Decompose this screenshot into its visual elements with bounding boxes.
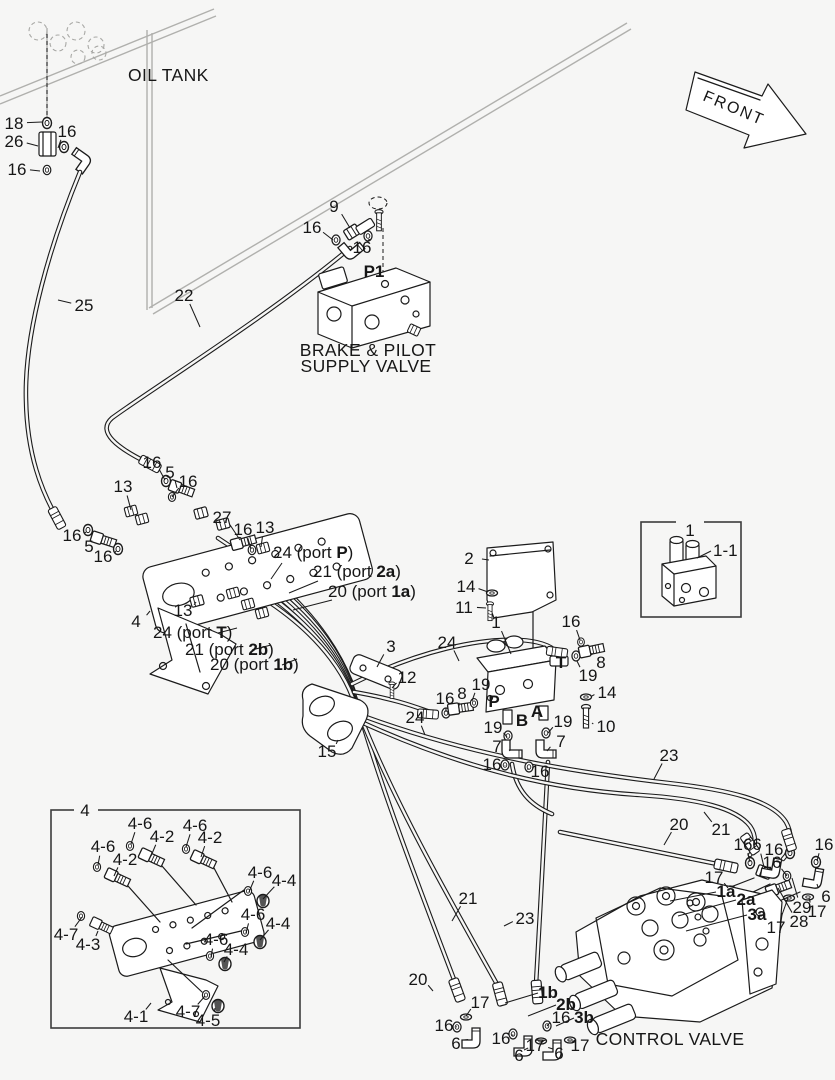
callout-7-b: 7 <box>556 732 566 751</box>
front-arrow-label: FRONT <box>700 88 768 130</box>
callout-22-leader <box>190 304 200 327</box>
port-p: P <box>488 692 500 711</box>
port-b: B <box>515 711 529 730</box>
callout-19-d: 19 <box>553 712 573 731</box>
port-label-24p: 24 (port P) <box>273 543 354 562</box>
port-label-21-2a: 21 (port 2a) <box>313 562 401 581</box>
callout-15: 15 <box>317 742 337 761</box>
callout-5-a: 5 <box>165 463 175 482</box>
callout-4-4-a: 4-4 <box>271 871 297 890</box>
callout-13-c: 13 <box>173 601 193 620</box>
callout-23-r-leader <box>654 763 662 779</box>
callout-16-b1: 16 <box>482 755 502 774</box>
callout-16-bp-a: 16 <box>302 218 322 237</box>
callout-24-a-leader <box>454 650 459 661</box>
callout-4-6-a-leader <box>131 832 135 844</box>
callout-20-r: 20 <box>669 815 689 834</box>
callout-16-t-leader <box>577 630 580 640</box>
callout-16-tank-b: 16 <box>7 160 27 179</box>
callout-18: 18 <box>4 114 24 133</box>
callout-9-leader <box>342 214 350 228</box>
callout-4-7-a: 4-7 <box>53 925 79 944</box>
callout-17-d3: 17 <box>570 1036 590 1055</box>
callout-16-cl-d: 16 <box>93 547 113 566</box>
control-valve-title: CONTROL VALVE <box>595 1029 745 1049</box>
port-label-21-2b: 21 (port 2b) <box>185 640 274 659</box>
callout-6-r2: 6 <box>821 887 831 906</box>
callout-4-6-d: 4-6 <box>247 863 273 882</box>
port-3b: 3b <box>574 1008 594 1027</box>
callout-6-d3: 6 <box>554 1044 564 1063</box>
callout-16-t: 16 <box>561 612 581 631</box>
callout-4-2-b: 4-2 <box>197 828 223 847</box>
callout-14-b-leader <box>592 695 594 696</box>
oil-tank-title: OIL TANK <box>128 65 209 85</box>
callout-4-2-a: 4-2 <box>149 827 175 846</box>
callout-12: 12 <box>397 668 417 687</box>
callout-4-6-e: 4-6 <box>240 905 266 924</box>
callout-4-3: 4-3 <box>75 935 101 954</box>
callout-6-d2: 6 <box>514 1046 524 1065</box>
port-t: T <box>555 653 567 672</box>
callout-17-r1: 17 <box>704 868 724 887</box>
callout-16-tank-a: 16 <box>57 122 77 141</box>
callout-28: 28 <box>789 912 809 931</box>
callout-1-1: 1-1 <box>713 541 738 560</box>
port-1b: 1b <box>538 983 558 1002</box>
callout-4-6-c: 4-6 <box>90 837 116 856</box>
callout-14-b: 14 <box>597 683 617 702</box>
callout-8-a: 8 <box>596 653 606 672</box>
callout-3: 3 <box>386 637 396 656</box>
callout-4: 4 <box>131 612 141 631</box>
callout-17-r3: 17 <box>807 902 827 921</box>
callout-4-4-b: 4-4 <box>265 914 291 933</box>
callout-11: 11 <box>455 598 473 617</box>
port-p1: P1 <box>363 262 385 281</box>
port-2a: 2a <box>736 890 756 909</box>
callout-6-d1: 6 <box>451 1034 461 1053</box>
callout-23-d-leader <box>504 922 513 926</box>
callout-4-2-c: 4-2 <box>112 850 138 869</box>
callout-16-d2: 16 <box>491 1029 511 1048</box>
callout-21-r: 21 <box>711 820 731 839</box>
callout-27: 27 <box>212 508 232 527</box>
callout-20-d: 20 <box>408 970 428 989</box>
port-a: A <box>530 702 544 721</box>
callout-22: 22 <box>174 286 194 305</box>
callout-16-r4: 16 <box>762 853 782 872</box>
brake-pilot-valve-title-line1: BRAKE & PILOT <box>299 340 437 360</box>
callout-16-b2: 16 <box>530 762 550 781</box>
tank-cap-icon <box>67 22 85 40</box>
callout-4-6-f: 4-6 <box>203 930 229 949</box>
callout-23-d: 23 <box>515 909 535 928</box>
callout-24-b: 24 <box>405 708 425 727</box>
callout-13-a: 13 <box>113 477 133 496</box>
callout-26: 26 <box>4 132 24 151</box>
callout-16-cl-d-leader <box>115 551 116 552</box>
callout-10: 10 <box>596 717 616 736</box>
callout-9: 9 <box>329 197 339 216</box>
callout-13-b: 13 <box>255 518 275 537</box>
callout-4-box: 4 <box>80 801 90 820</box>
callout-10-leader <box>592 723 593 724</box>
callout-4-7-b: 4-7 <box>175 1002 201 1021</box>
callout-1-box: 1 <box>685 521 695 540</box>
callout-16-cl-a: 16 <box>142 453 162 472</box>
callout-18-leader <box>27 122 42 123</box>
callout-7-a: 7 <box>492 737 502 756</box>
hose-clamp-drawing <box>302 653 404 754</box>
callout-19-a: 19 <box>578 666 598 685</box>
callout-4-6-b: 4-6 <box>182 816 208 835</box>
callout-19-c: 19 <box>483 718 503 737</box>
callout-16-d1: 16 <box>434 1016 454 1035</box>
callout-4-1: 4-1 <box>123 1007 149 1026</box>
callout-25-leader <box>58 300 71 303</box>
callout-16-bp-a-leader <box>323 232 333 240</box>
port-label-20-1a: 20 (port 1a) <box>328 582 416 601</box>
callout-7-a-leader <box>509 750 510 751</box>
callout-6-d1-leader <box>464 1039 468 1040</box>
callout-4-leader <box>147 611 150 615</box>
port-1a: 1a <box>716 882 736 901</box>
callout-16-r3: 16 <box>814 835 834 854</box>
callout-26-leader <box>27 143 38 146</box>
oil-tank-drawing <box>0 9 631 314</box>
callout-4-5: 4-5 <box>195 1011 221 1030</box>
callout-21-d: 21 <box>458 889 478 908</box>
callout-25: 25 <box>74 296 94 315</box>
callout-17-r2: 17 <box>766 918 786 937</box>
callout-6-d3-leader <box>548 1047 553 1049</box>
callout-1: 1 <box>491 613 501 632</box>
callout-17-d2: 17 <box>525 1036 545 1055</box>
port-label-20-1b: 20 (port 1b) <box>210 655 299 674</box>
brake-pilot-valve-title-line2: SUPPLY VALVE <box>300 356 432 376</box>
callout-16-cl-e: 16 <box>233 520 253 539</box>
callout-29: 29 <box>792 898 812 917</box>
callout-16-r2: 16 <box>764 840 784 859</box>
callout-16-cl-c-leader <box>85 532 86 533</box>
callout-20-d-leader <box>428 985 433 991</box>
callout-16-bp-b: 16 <box>352 238 372 257</box>
callout-14-a: 14 <box>456 577 476 596</box>
callout-16-d3: 16 <box>551 1008 571 1027</box>
callout-16-r1: 16 <box>733 835 753 854</box>
port-2b: 2b <box>556 995 576 1014</box>
callout-23-r: 23 <box>659 746 679 765</box>
callout-6-r1: 6 <box>752 835 762 854</box>
port-label-24t: 24 (port T) <box>153 623 233 642</box>
port-3a: 3a <box>747 905 767 924</box>
tank-cap-icon <box>29 22 47 40</box>
callout-4-6-a: 4-6 <box>127 814 153 833</box>
callout-19-b: 19 <box>471 675 491 694</box>
front-arrow <box>686 72 806 148</box>
callout-5-b: 5 <box>84 537 94 556</box>
callout-24-a: 24 <box>437 633 457 652</box>
callout-8-b: 8 <box>457 684 467 703</box>
callout-16-tank-b-leader <box>30 170 40 171</box>
callout-17-d1: 17 <box>470 993 490 1012</box>
callout-2: 2 <box>464 549 474 568</box>
callout-11-leader <box>477 607 486 608</box>
callout-16-cl-b: 16 <box>178 472 198 491</box>
callout-4-4-c: 4-4 <box>223 940 249 959</box>
callout-16-cl-c: 16 <box>62 526 82 545</box>
callout-16-p: 16 <box>435 689 455 708</box>
callout-20-r-leader <box>664 832 671 845</box>
